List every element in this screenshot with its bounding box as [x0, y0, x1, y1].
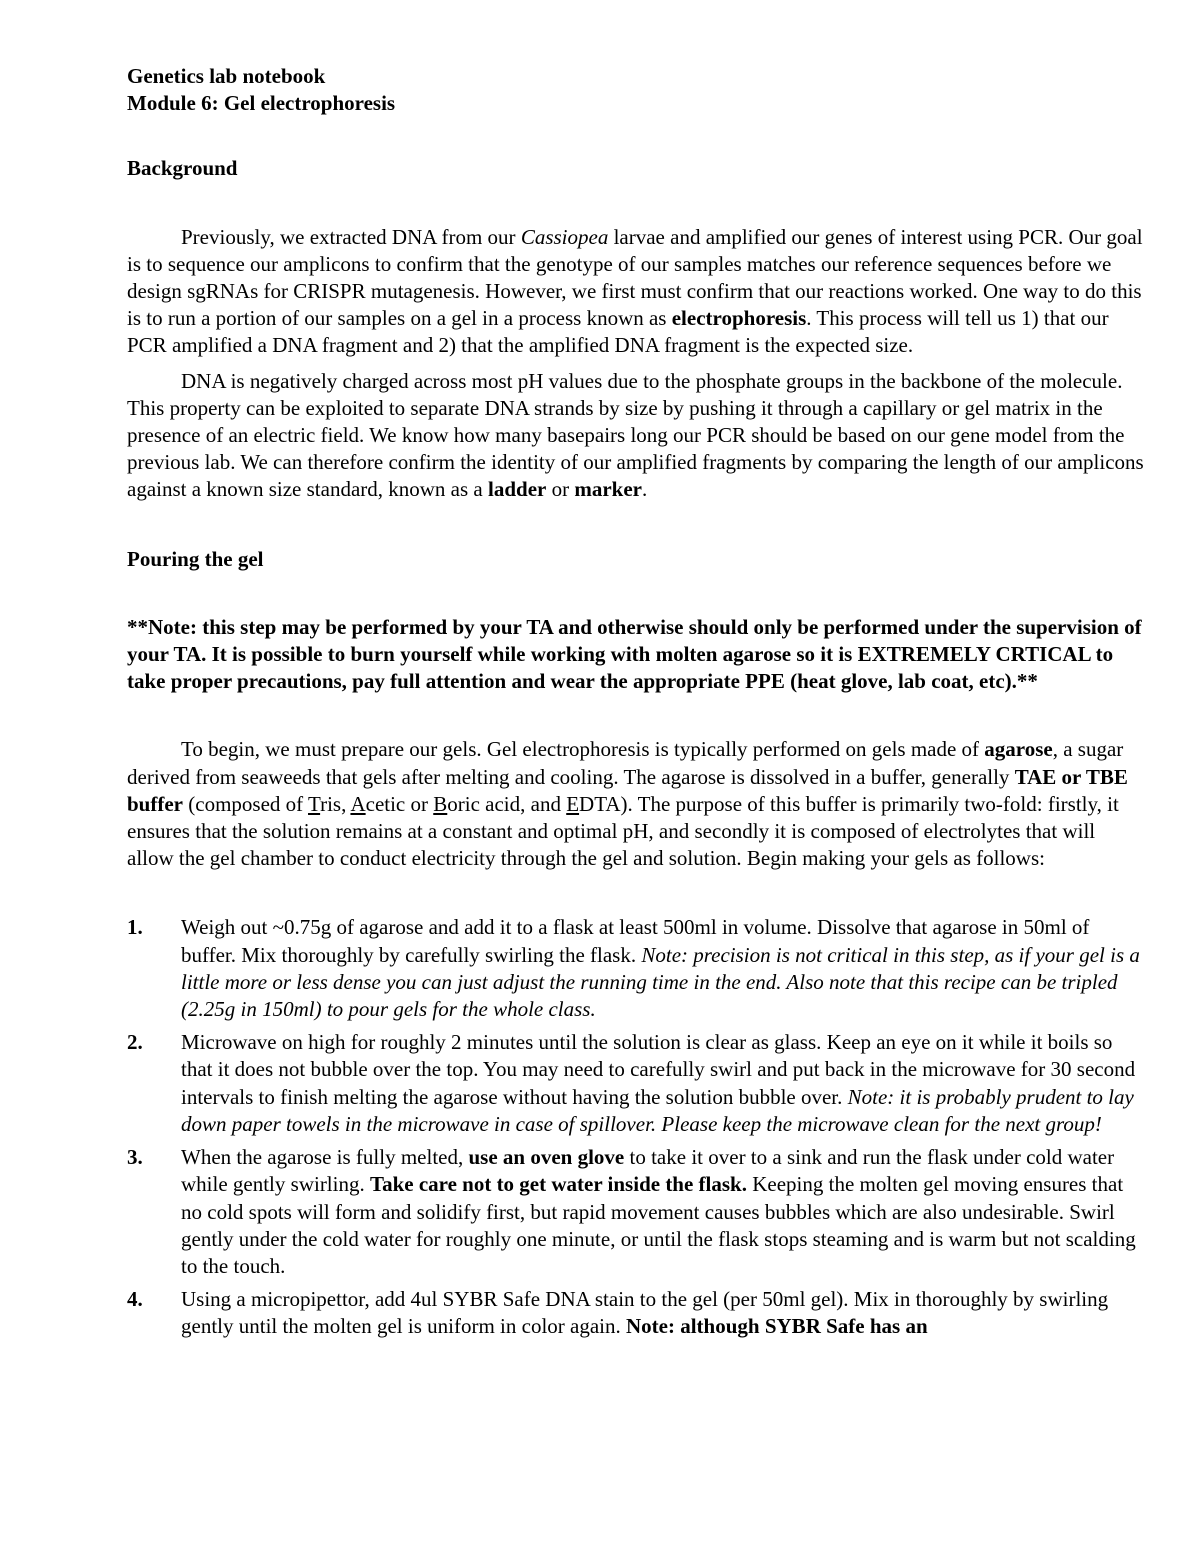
notebook-title: Genetics lab notebook: [127, 64, 326, 88]
step-note: Note: precision is not critical in this step, as if your gel is a little more or less dense you can just adjust the running time in the end. Also note that this recipe can be tripled (2.25g in 150ml) to pour gels for the whole class.: [181, 942, 1140, 1022]
list-item: 1. Weigh out ~0.75g of agarose and add it to a flask at least 500ml in volume. Dissolve that agarose in 50ml of buffer. Mix thoroughly by carefully swirling the flask. Note: precision is not critical in this step, as if your gel is a little more or less dense you can just adjust the running time in the end. Also note that this recipe can be tripled (2.25g in 150ml) to pour gels for the whole class.: [127, 915, 1140, 1022]
list-item: 4. Using a micropipettor, add 4ul SYBR Safe DNA stain to the gel (per 50ml gel). Mix in thoroughly by swirling gently until the molten gel is uniform in color again. Note: although SYBR Safe has an: [127, 1287, 1109, 1339]
list-item: 3. When the agarose is fully melted, use an oven glove to take it over to a sink and run the flask under cold water while gently swirling. Take care not to get water inside the flask. Keeping the molten gel moving ensures that no cold spots will form and solidify first, but rapid movement causes bubbles which are also undesirable. Swirl gently under the cold water for roughly one minute, or until the flask stops steaming and is warm but not scalding to the touch.: [127, 1145, 1136, 1278]
procedure-steps: [127, 914, 1147, 1340]
step-note: Note: it is probably prudent to lay down paper towels in the microwave in case of spillover. Please keep the microwave clean for the next group!: [181, 1084, 1134, 1136]
species-name: Cassiopea: [520, 224, 609, 249]
safety-warning: **Note: this step may be performed by your TA and otherwise should only be performed under the supervision of your TA. It is possible to burn yourself while working with molten agarose so it is EXTREMELY CRTICAL to take proper precautions, pay full attention and wear the appropriate PPE (heat glove, lab coat, etc).**: [127, 614, 1142, 694]
pouring-intro-paragraph: To begin, we must prepare our gels. Gel electrophoresis is typically performed on gels made of agarose, a sugar derived from seaweeds that gels after melting and cooling. The agarose is dissolved in a buffer, generally TAE or TBE buffer (composed of Tris, Acetic or Boric acid, and EDTA). The purpose of this buffer is primarily two-fold: firstly, it ensures that the solution remains at a constant and optimal pH, and secondly it is composed of electrolytes that will allow the gel chamber to conduct electricity through the gel and solution. Begin making your gels as follows:: [127, 737, 1128, 871]
step-number: 2.: [127, 1030, 143, 1055]
step-number: 1.: [127, 915, 143, 940]
document-page: [127, 63, 1147, 1347]
term-buffer: TAE or TBE buffer: [127, 764, 1128, 816]
list-item: 2. Microwave on high for roughly 2 minutes until the solution is clear as glass. Keep an eye on it while it boils so that it does not bubble over the top. You may need to carefully swirl and put back in the microwave for 30 second intervals to finish melting the agarose without having the solution bubble over. Note: it is probably prudent to lay down paper towels in the microwave in case of spillover. Please keep the microwave clean for the next group!: [127, 1030, 1136, 1136]
term-marker: marker: [574, 477, 642, 502]
module-title: Module 6: Gel electrophoresis: [127, 91, 396, 116]
background-paragraph-1: Previously, we extracted DNA from our Cassiopea larvae and amplified our genes of interest using PCR. Our goal is to sequence our amplicons to confirm that the genotype of our samples matches our reference sequences before we design sgRNAs for CRISPR mutagenesis. However, we first must confirm that our reactions worked. One way to do this is to run a portion of our samples on a gel in a process known as electrophoresis. This process will tell us 1) that our PCR amplified a DNA fragment and 2) that the amplified DNA fragment is the expected size.: [127, 224, 1143, 358]
background-heading: Background: [127, 156, 238, 181]
term-ladder: ladder: [488, 477, 547, 502]
background-paragraph-2: DNA is negatively charged across most pH values due to the phosphate groups in the backbone of the molecule. This property can be exploited to separate DNA strands by size by pushing it through a capillary or gel matrix in the presence of an electric field. We know how many basepairs long our PCR should be based on our gene model from the previous lab. We can therefore confirm the identity of our amplified fragments by comparing the length of our amplicons against a known size standard, known as a ladder or marker.: [127, 368, 1144, 502]
step-number: 3.: [127, 1145, 143, 1170]
term-electrophoresis: electrophoresis: [671, 306, 807, 331]
pouring-heading: Pouring the gel: [127, 546, 264, 571]
term-agarose: agarose: [984, 737, 1053, 762]
step-number: 4.: [127, 1287, 143, 1312]
